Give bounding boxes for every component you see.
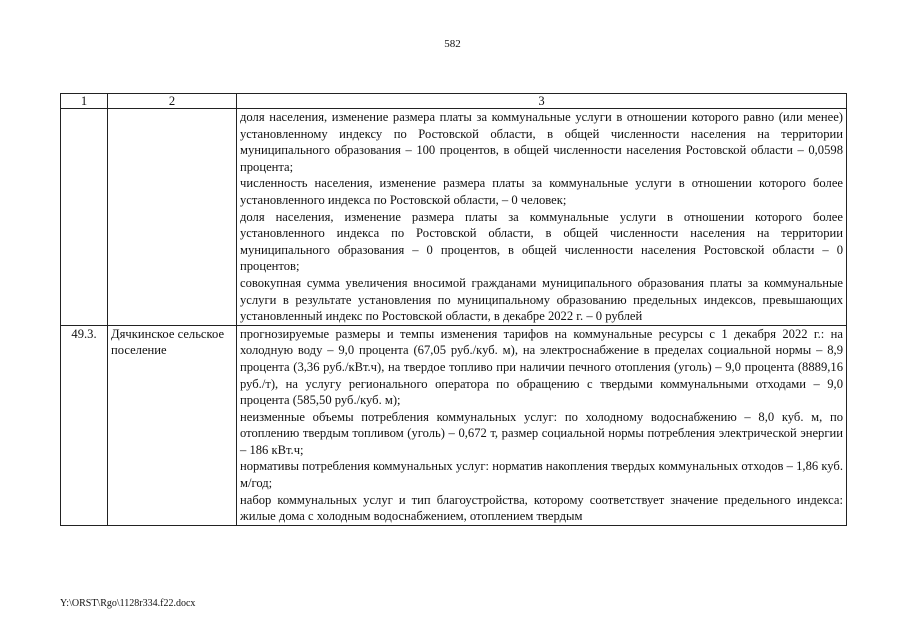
column-header-2: 2 bbox=[108, 94, 237, 109]
file-path-footer: Y:\ORST\Rgo\1128r334.f22.docx bbox=[60, 598, 196, 609]
row-number-cell bbox=[61, 109, 108, 326]
column-header-1: 1 bbox=[61, 94, 108, 109]
page-number: 582 bbox=[444, 38, 461, 50]
paragraph: набор коммунальных услуг и тип благоустройства, которому соответствует значение предельного индекса: жилые дома с холодным водоснабжением, отоплением твердым bbox=[240, 492, 843, 524]
paragraph: совокупная сумма увеличения вносимой гражданами муниципального образования платы за коммунальные услуги в результате установления по муниципальному образованию предельных индексов, превышающих установленный индекс по Ростовской области, в декабре 2022 г. – 0 рублей bbox=[240, 275, 843, 324]
paragraph: доля населения, изменение размера платы за коммунальные услуги в отношении которого равно (или менее) установленному индексу по Ростовской области, в общей численности населения на территории муниципального образования – 100 процентов, в общей численности населения Ростовской области – 0,0598 процента; bbox=[240, 110, 843, 174]
column-header-3: 3 bbox=[237, 94, 847, 109]
paragraph: прогнозируемые размеры и темпы изменения тарифов на коммунальные ресурсы с 1 декабря 2022 г.: на холодную воду – 9,0 процента (67,05 руб./куб. м), на электроснабжение в пределах социальной нормы – 8,9 процента (3,36 руб./кВт.ч), на твердое топливо при наличии печного отопления (уголь) – 9,0 процента (8889,16 руб./т), на услугу регионального оператора по обращению с твердыми коммунальными отходами – 9,0 процента (585,50 руб./куб. м); bbox=[240, 326, 843, 408]
paragraph: неизменные объемы потребления коммунальных услуг: по холодному водоснабжению – 8,0 куб. м, по отоплению твердым топливом (уголь) – 0,672 т, размер социальной нормы потребления электрической энергии – 186 кВт.ч; bbox=[240, 409, 843, 457]
table-header-row bbox=[61, 94, 847, 109]
paragraph: доля населения, изменение размера платы за коммунальные услуги в отношении которого более установленного индекса по Ростовской области, в общей численности населения на территории муниципального образования – 0 процентов, в общей численности населения Ростовской области – 0 процентов; bbox=[240, 209, 843, 274]
paragraph: нормативы потребления коммунальных услуг: норматив накопления твердых коммунальных отходов – 1,86 куб. м/год; bbox=[240, 459, 843, 491]
document-table bbox=[60, 93, 847, 526]
municipality-cell bbox=[108, 109, 237, 326]
row-number-cell: 49.3. bbox=[61, 325, 108, 525]
table-row bbox=[61, 109, 847, 326]
paragraph: численность населения, изменение размера платы за коммунальные услуги в отношении которого более установленного индекса по Ростовской области, – 0 человек; bbox=[240, 176, 843, 207]
description-cell bbox=[237, 325, 847, 525]
municipality-cell: Дячкинское сельское поселение bbox=[108, 325, 237, 525]
table-row bbox=[61, 325, 847, 525]
description-cell bbox=[237, 109, 847, 326]
